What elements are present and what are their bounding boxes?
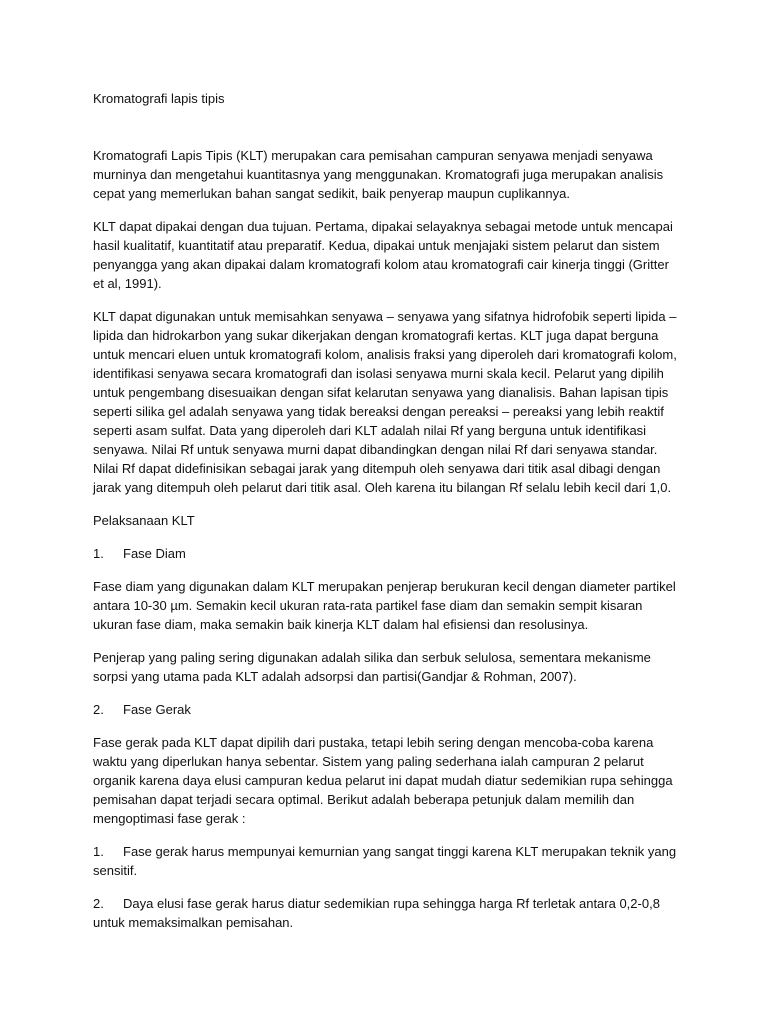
intro-paragraph-1: Kromatografi Lapis Tipis (KLT) merupakan cara pemisahan campuran senyawa menjadi senyawa murninya dan mengetahui kuantitasnya yang menggunakan. Kromatografi juga merupakan analisis cepat yang memerlukan bahan sangat sedikit, baik penyerap maupun cuplikannya. (93, 148, 664, 201)
list-item-1 (93, 842, 683, 880)
document-title: Kromatografi lapis tipis (93, 91, 225, 106)
subsection-2-paragraph: Fase gerak pada KLT dapat dipilih dari pustaka, tetapi lebih sering dengan mencoba-coba karena waktu yang diperlukan hanya sebentar. Sistem yang paling sederhana ialah campuran 2 pelarut organik karena daya elusi campuran kedua pelarut ini dapat mudah diatur sedemikian rupa sehingga pemisahan dapat terjadi secara optimal. Berikut adalah beberapa petunjuk dalam memilih dan mengoptimasi fase gerak : (93, 735, 673, 826)
subsection-2-heading (93, 700, 683, 719)
subsection-2-title: Fase Gerak (123, 702, 191, 717)
subsection-1-heading (93, 544, 683, 563)
section-heading: Pelaksanaan KLT (93, 513, 195, 528)
subsection-1-number: 1. (93, 546, 104, 561)
subsection-1-title: Fase Diam (123, 546, 186, 561)
subsection-1-paragraph-2: Penjerap yang paling sering digunakan adalah silika dan serbuk selulosa, sementara mekanisme sorpsi yang utama pada KLT adalah adsorpsi dan partisi(Gandjar & Rohman, 2007). (93, 650, 651, 684)
subsection-2-number: 2. (93, 702, 104, 717)
subsection-1-paragraph-1: Fase diam yang digunakan dalam KLT merupakan penjerap berukuran kecil dengan diameter partikel antara 10-30 µm. Semakin kecil ukuran rata-rata partikel fase diam dan semakin sempit kisaran ukuran fase diam, maka semakin baik kinerja KLT dalam hal efisiensi dan resolusinya. (93, 579, 676, 632)
intro-paragraph-2: KLT dapat dipakai dengan dua tujuan. Pertama, dipakai selayaknya sebagai metode untuk mencapai hasil kualitatif, kuantitatif atau preparatif. Kedua, dipakai untuk menjajaki sistem pelarut dan sistem penyangga yang akan dipakai dalam kromatografi kolom atau kromatografi cair kinerja tinggi (Gritter et al, 1991). (93, 219, 673, 291)
list-item-2 (93, 894, 683, 932)
document-body (93, 89, 683, 946)
list-item-2-number: 2. (93, 896, 104, 911)
intro-paragraph-3: KLT dapat digunakan untuk memisahkan senyawa – senyawa yang sifatnya hidrofobik seperti lipida – lipida dan hidrokarbon yang sukar dikerjakan dengan kromatografi kertas. KLT juga dapat berguna untuk mencari eluen untuk kromatografi kolom, analisis fraksi yang diperoleh dari kromatografi kolom, identifikasi senyawa secara kromatografi dan isolasi senyawa murni skala kecil. Pelarut yang dipilih untuk pengembang disesuaikan dengan sifat kelarutan senyawa yang dianalisis. Bahan lapisan tipis seperti silika gel adalah senyawa yang tidak bereaksi dengan pereaksi – pereaksi yang lebih reaktif seperti asam sulfat. Data yang diperoleh dari KLT adalah nilai Rf yang berguna untuk identifikasi senyawa. Nilai Rf untuk senyawa murni dapat dibandingkan dengan nilai Rf dari senyawa standar. Nilai Rf dapat didefinisikan sebagai jarak yang ditempuh oleh senyawa dari titik asal dibagi dengan jarak yang ditempuh oleh pelarut dari titik asal. Oleh karena itu bilangan Rf selalu lebih kecil dari 1,0. (93, 309, 677, 495)
list-item-1-number: 1. (93, 844, 104, 859)
list-item-2-text: Daya elusi fase gerak harus diatur sedemikian rupa sehingga harga Rf terletak antara 0,2-0,8 untuk memaksimalkan pemisahan. (93, 896, 660, 930)
list-item-1-text: Fase gerak harus mempunyai kemurnian yang sangat tinggi karena KLT merupakan teknik yang sensitif. (93, 844, 677, 878)
